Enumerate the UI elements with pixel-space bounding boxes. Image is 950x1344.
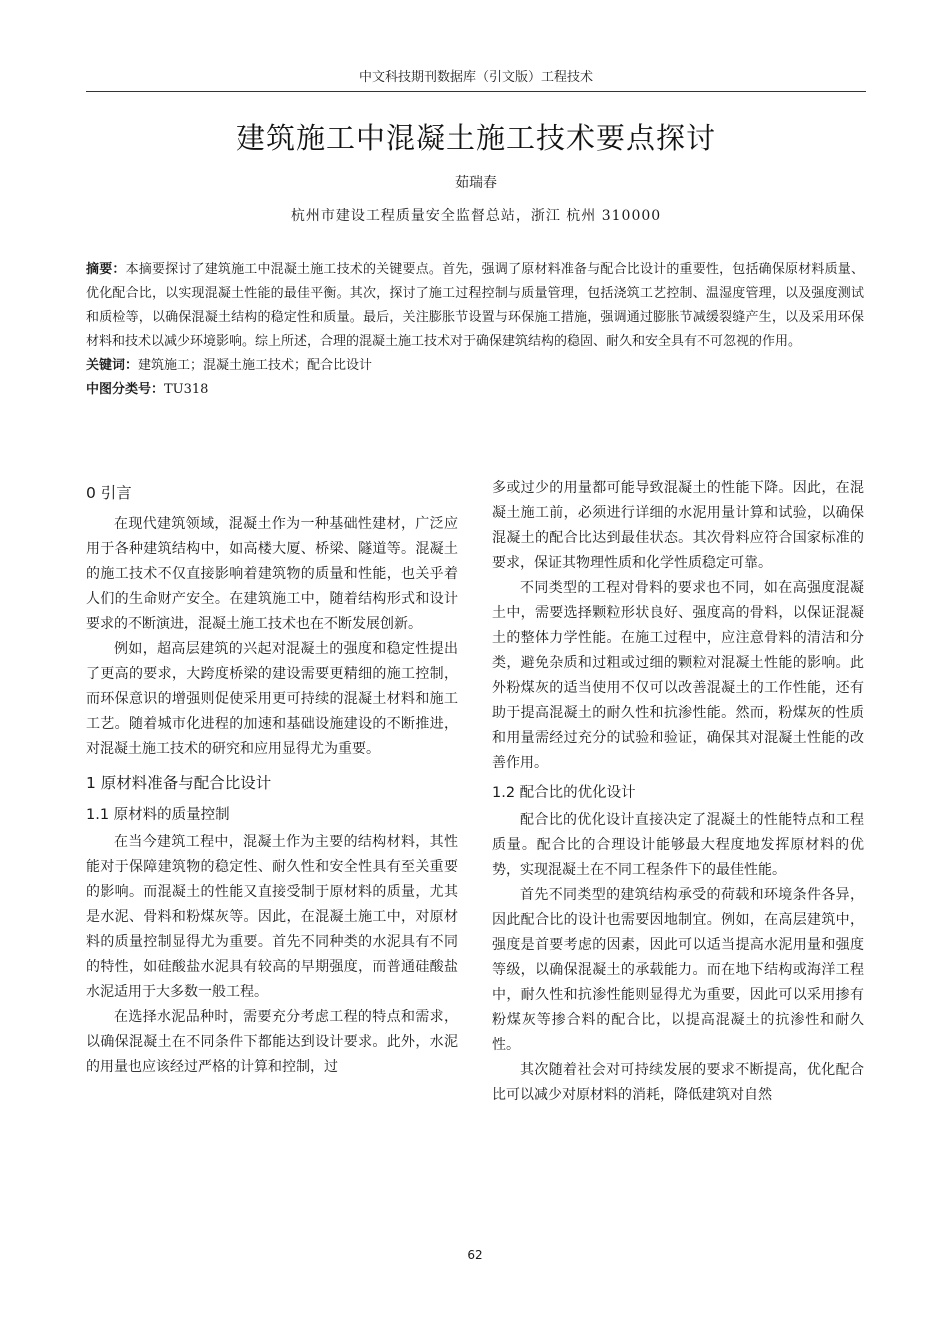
paragraph-continued: 多或过少的用量都可能导致混凝土的性能下降。因此，在混凝土施工前，必须进行详细的水泥用量计算和试验，以确保混凝土的配合比达到最佳状态。其次骨料应符合国家标准的要求，保证其物理性质和化学性质稳定可靠。: [492, 480, 864, 571]
paper-title: 建筑施工中混凝土施工技术要点探讨: [235, 121, 716, 155]
paragraph: 不同类型的工程对骨料的要求也不同，如在高强度混凝土中，需要选择颗粒形状良好、强度高的骨料，以保证混凝土的整体力学性能。在施工过程中，应注意骨料的清洁和分类，避免杂质和过粗或过细的颗粒对混凝土性能的影响。此外粉煤灰的适当使用不仅可以改善混凝土的工作性能，还有助于提高混凝土的耐久性和抗渗性能。然而，粉煤灰的性质和用量需经过充分的试验和验证，确保其对混凝土性能的改善作用。: [492, 580, 864, 771]
paragraph: 在现代建筑领域，混凝土作为一种基础性建材，广泛应用于各种建筑结构中，如高楼大厦、桥梁、隧道等。混凝土的施工技术不仅直接影响着建筑物的质量和性能，也关乎着人们的生命财产安全。在建筑施工中，随着结构形式和设计要求的不断演进，混凝土施工技术也在不断发展创新。: [86, 516, 458, 632]
paragraph: 配合比的优化设计直接决定了混凝土的性能特点和工程质量。配合比的合理设计能够最大程度地发挥原材料的优势，实现混凝土在不同工程条件下的最佳性能。: [492, 812, 864, 878]
section-heading-intro: 0 引言: [86, 484, 132, 502]
journal-header: 中文科技期刊数据库（引文版）工程技术: [86, 66, 866, 92]
classification: [86, 378, 864, 402]
section-heading-1: 1 原材料准备与配合比设计: [86, 774, 272, 792]
classification-text: TU318: [164, 382, 209, 397]
abstract-text: 本摘要探讨了建筑施工中混凝土施工技术的关键要点。首先，强调了原材料准备与配合比设计的重要性，包括确保原材料质量、优化配合比，以实现混凝土性能的最佳平衡。其次，探讨了施工过程控制与质量管理，包括浇筑工艺控制、温湿度管理，以及强度测试和质检等，以确保混凝土结构的稳定性和质量。最后，关注膨胀节设置与环保施工措施，强调通过膨胀节减缓裂缝产生，以及采用环保材料和技术以减少环境影响。综上所述，合理的混凝土施工技术对于确保建筑结构的稳固、耐久和安全具有不可忽视的作用。: [86, 262, 864, 349]
page-number: 62: [467, 1248, 483, 1262]
author-name: 茹瑞春: [455, 175, 497, 191]
keywords: [86, 354, 864, 378]
right-column: [492, 476, 864, 1108]
classification-label: 中图分类号：: [86, 382, 165, 397]
subsection-heading-1-1: 1.1 原材料的质量控制: [86, 807, 230, 823]
keywords-text: 建筑施工；混凝土施工技术；配合比设计: [138, 358, 373, 373]
abstract: [86, 258, 864, 354]
left-column: [86, 480, 458, 1080]
abstract-block: [86, 258, 864, 402]
paragraph: 在当今建筑工程中，混凝土作为主要的结构材料，其性能对于保障建筑物的稳定性、耐久性和安全性具有至关重要的影响。而混凝土的性能又直接受制于原材料的质量，尤其是水泥、骨料和粉煤灰等。因此，在混凝土施工中，对原材料的质量控制显得尤为重要。首先不同种类的水泥具有不同的特性，如硅酸盐水泥具有较高的早期强度，而普通硅酸盐水泥适用于大多数一般工程。: [86, 834, 458, 1000]
subsection-heading-1-2: 1.2 配合比的优化设计: [492, 785, 636, 801]
paragraph: 首先不同类型的建筑结构承受的荷载和环境条件各异，因此配合比的设计也需要因地制宜。例如，在高层建筑中，强度是首要考虑的因素，因此可以适当提高水泥用量和强度等级，以确保混凝土的承载能力。而在地下结构或海洋工程中，耐久性和抗渗性能则显得尤为重要，因此可以采用掺有粉煤灰等掺合料的配合比，以提高混凝土的抗渗性和耐久性。: [492, 887, 864, 1053]
paragraph: 例如，超高层建筑的兴起对混凝土的强度和稳定性提出了更高的要求，大跨度桥梁的建设需要更精细的施工控制，而环保意识的增强则促使采用更可持续的混凝土材料和施工工艺。随着城市化进程的加速和基础设施建设的不断推进，对混凝土施工技术的研究和应用显得尤为重要。: [86, 641, 458, 757]
paragraph: 在选择水泥品种时，需要充分考虑工程的特点和需求，以确保混凝土在不同条件下都能达到设计要求。此外，水泥的用量也应该经过严格的计算和控制，过: [86, 1009, 458, 1075]
keywords-label: 关键词：: [86, 358, 139, 373]
abstract-label: 摘要：: [86, 262, 126, 277]
paragraph: 其次随着社会对可持续发展的要求不断提高，优化配合比可以减少对原材料的消耗，降低建筑对自然: [492, 1062, 864, 1103]
author-affiliation: 杭州市建设工程质量安全监督总站，浙江 杭州 310000: [290, 208, 662, 224]
